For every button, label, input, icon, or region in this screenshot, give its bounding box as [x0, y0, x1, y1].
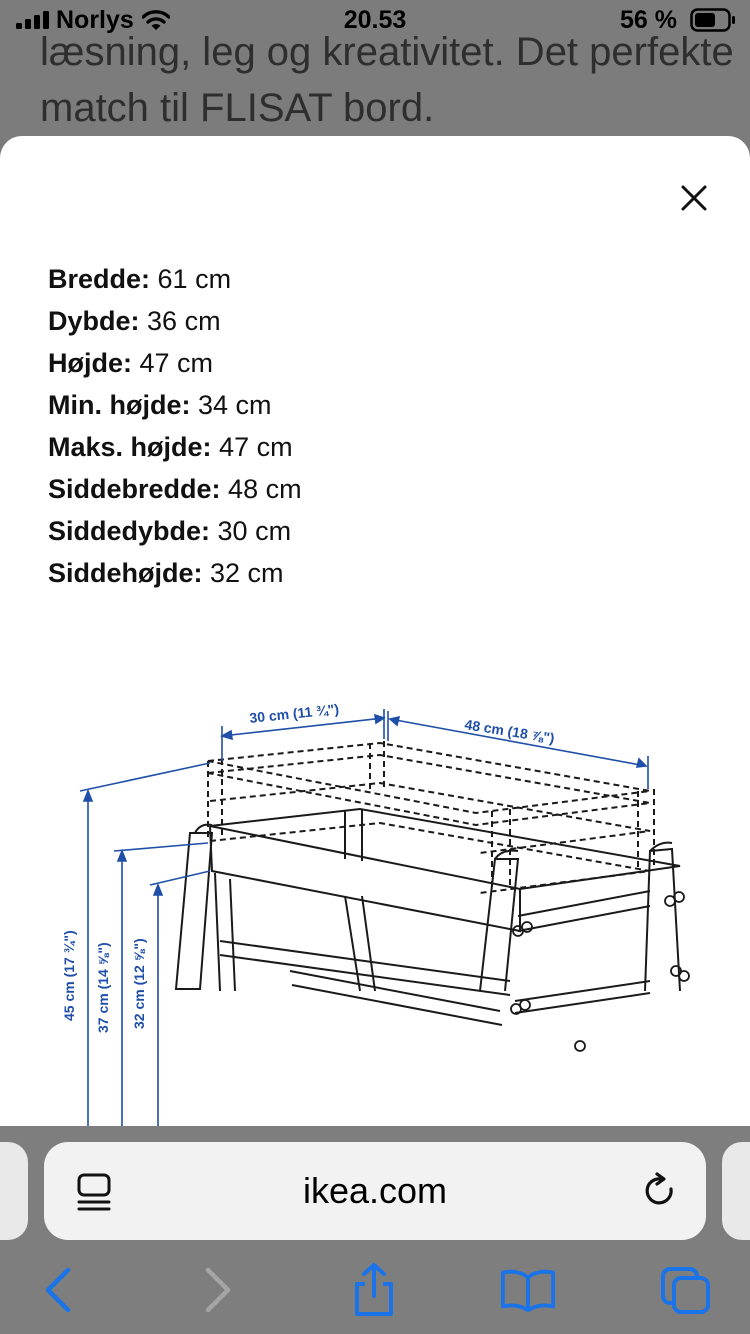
spec-row-seat-height: Siddehøjde: 32 cm: [48, 558, 284, 588]
close-button[interactable]: [670, 174, 718, 222]
battery-icon: [690, 8, 736, 32]
close-icon: [680, 184, 708, 212]
tabs-button[interactable]: [658, 1264, 714, 1316]
depth-dimension-label: 30 cm (11 ¾"): [248, 700, 340, 726]
bookmarks-button[interactable]: [500, 1264, 556, 1316]
browser-bottom-bar: [0, 1126, 750, 1334]
previous-tab-peek[interactable]: [0, 1142, 28, 1240]
bench-solid: [176, 809, 680, 1025]
back-icon: [44, 1267, 72, 1313]
min-height-dimension-label: 32 cm (12 ⅝"): [131, 938, 147, 1029]
max-height-dimension-label: 45 cm (17 ¾"): [61, 930, 77, 1021]
spec-row-depth: Dybde: 36 cm: [48, 306, 221, 336]
tabs-icon: [659, 1265, 713, 1315]
back-button[interactable]: [30, 1264, 86, 1316]
forward-button[interactable]: [190, 1264, 246, 1316]
next-tab-peek[interactable]: [722, 1142, 750, 1240]
spec-row-seat-width: Siddebredde: 48 cm: [48, 474, 302, 504]
clock: 20.53: [343, 6, 407, 34]
spec-row-min-height: Min. højde: 34 cm: [48, 390, 272, 420]
status-bar: [0, 0, 750, 42]
carrier-name: Norlys: [56, 6, 134, 34]
product-dimensions-modal: [0, 136, 750, 1126]
spec-row-height: Højde: 47 cm: [48, 348, 214, 378]
forward-icon: [204, 1267, 232, 1313]
share-icon: [351, 1262, 397, 1318]
share-button[interactable]: [346, 1264, 402, 1316]
bookmarks-icon: [500, 1267, 556, 1313]
bench-dimension-drawing: [40, 691, 720, 1126]
reload-icon[interactable]: [642, 1172, 678, 1210]
spec-row-seat-depth: Siddedybde: 30 cm: [48, 516, 292, 546]
dimension-list: [48, 258, 302, 594]
address-bar[interactable]: [44, 1142, 706, 1240]
url-text[interactable]: ikea.com: [302, 1170, 448, 1211]
spec-row-width: Bredde: 61 cm: [48, 264, 232, 294]
spec-row-max-height: Maks. højde: 47 cm: [48, 432, 293, 462]
background-page-text: læsning, leg og kreativitet. Det perfekte match til FLISAT bord.: [40, 30, 734, 130]
battery-percentage: 56 %: [620, 6, 677, 34]
mid-height-dimension-label: 37 cm (14 ⅝"): [95, 942, 111, 1033]
width-dimension-label: 48 cm (18 ⅞"): [463, 716, 556, 747]
